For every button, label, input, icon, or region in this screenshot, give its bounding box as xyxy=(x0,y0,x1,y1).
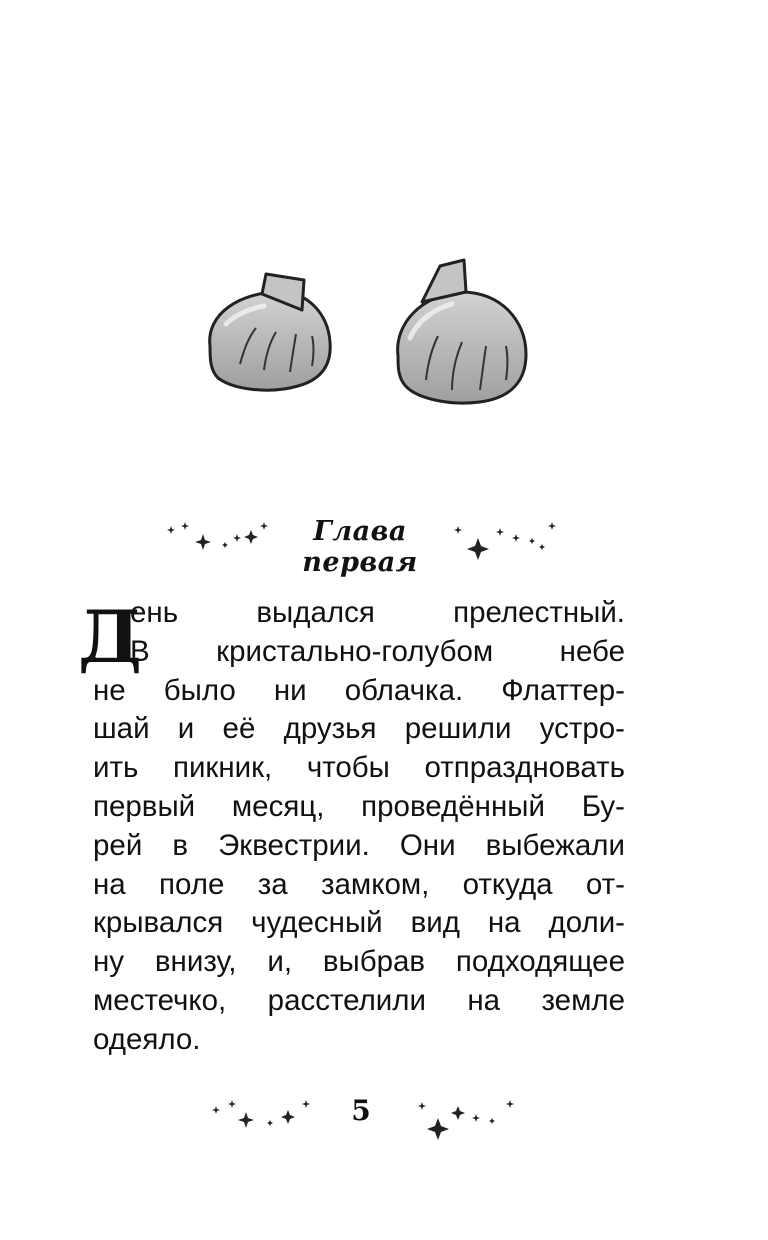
left-shell-icon xyxy=(210,274,331,390)
sparkle-stars-left-icon xyxy=(163,512,273,552)
chapter-title: Глава первая xyxy=(302,516,418,578)
seashells-illustration xyxy=(200,258,540,418)
text-line: на поле за замком, откуда от- xyxy=(93,867,625,901)
right-shell-icon xyxy=(398,260,526,403)
body-paragraph xyxy=(93,594,625,1060)
svg-text:Д: Д xyxy=(77,594,143,679)
text-line: не было ни облачка. Флаттер- xyxy=(93,673,625,707)
text-line: шай и её друзья решили устро- xyxy=(93,712,625,746)
chapter-heading xyxy=(0,508,768,578)
text-line: ень выдался прелестный. xyxy=(130,596,625,629)
text-line: ить пикник, чтобы отпраздновать xyxy=(93,751,625,785)
text-line: ну внизу, и, выбрав подходящее xyxy=(93,945,625,979)
text-line: крывался чудесный вид на доли- xyxy=(93,906,625,940)
footer-stars-left-icon xyxy=(210,1092,320,1136)
text-line: В кристально-голубом небе xyxy=(130,634,625,668)
text-line: рей в Эквестрии. Они выбежали xyxy=(93,828,625,862)
text-line: первый месяц, проведённый Бу- xyxy=(93,789,625,823)
page-footer xyxy=(0,1088,768,1138)
text-line: одеяло. xyxy=(93,1022,201,1056)
footer-stars-right-icon xyxy=(414,1092,524,1142)
sparkle-stars-right-icon xyxy=(452,512,562,562)
text-line: местечко, расстелили на земле xyxy=(93,983,625,1017)
page-number: 5 xyxy=(351,1094,371,1127)
